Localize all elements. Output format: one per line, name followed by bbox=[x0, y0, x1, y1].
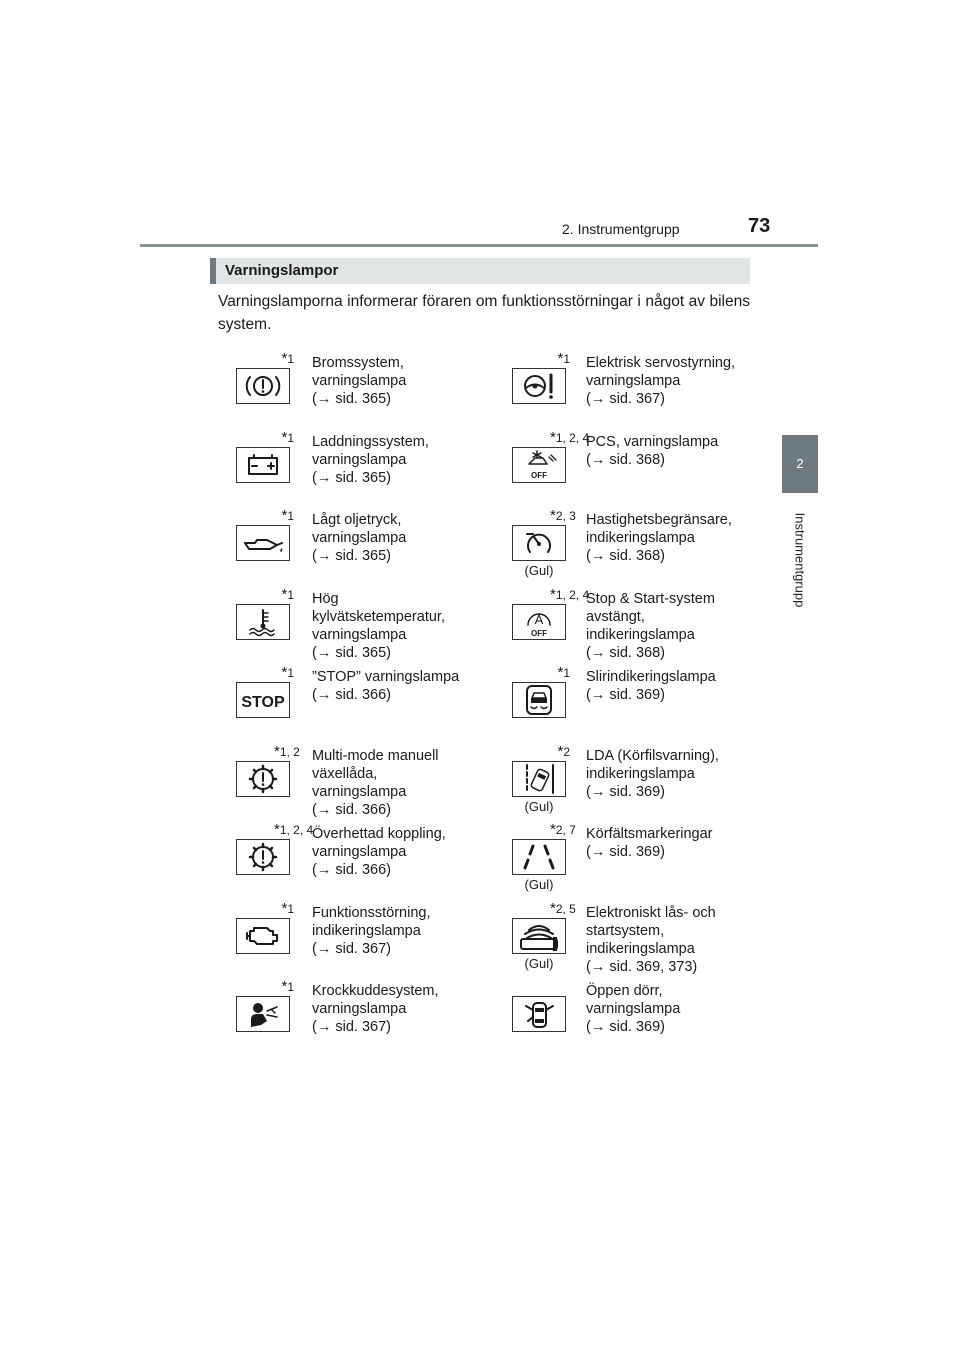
stop-start-off-icon bbox=[512, 604, 566, 640]
page-reference-link[interactable]: (→ sid. 366) bbox=[312, 687, 391, 703]
lamp-description bbox=[312, 982, 492, 1036]
lamp-description bbox=[312, 433, 492, 487]
lamp-description-line: indikeringslampa bbox=[586, 626, 695, 643]
svg-text:A: A bbox=[534, 611, 544, 627]
lamp-row bbox=[218, 898, 494, 977]
lamp-description-line: varningslampa bbox=[586, 1001, 681, 1017]
smart-key-icon bbox=[512, 918, 566, 954]
lamp-description-line: LDA (Körfilsvarning), bbox=[586, 747, 719, 764]
lamp-description-line: Stop & Start-system bbox=[586, 590, 715, 607]
clutch-overheat-icon bbox=[236, 839, 290, 875]
lamp-row bbox=[218, 348, 494, 427]
lamp-description-line: Öppen dörr, bbox=[586, 983, 663, 999]
page-reference-link[interactable]: (→ sid. 369) bbox=[586, 1019, 665, 1035]
lamp-color-note: (Gul) bbox=[524, 955, 554, 971]
lamp-description bbox=[312, 511, 492, 565]
page-number: 73 bbox=[748, 215, 771, 237]
lamp-description-line: PCS, varningslampa bbox=[586, 433, 719, 450]
lamp-row bbox=[494, 584, 750, 663]
lamp-description-line: Överhettad koppling, bbox=[312, 826, 446, 842]
lamp-row bbox=[494, 427, 750, 506]
lamp-description bbox=[586, 511, 756, 565]
page-reference-link[interactable]: (→ sid. 368) bbox=[586, 451, 665, 468]
lamp-description-line: varningslampa bbox=[312, 626, 407, 643]
footnote-marker: *1 bbox=[281, 507, 294, 524]
lamp-row bbox=[494, 741, 750, 820]
chapter-side-label-text: Instrumentgrupp bbox=[792, 512, 808, 608]
page-reference-link[interactable]: (→ sid. 369) bbox=[586, 783, 665, 800]
open-door-icon bbox=[512, 996, 566, 1032]
page-reference-link[interactable]: (→ sid. 368) bbox=[586, 548, 665, 564]
lamp-description-line: Elektrisk servostyrning, bbox=[586, 355, 736, 371]
lamp-description-line: Slirindikeringslampa bbox=[586, 669, 716, 685]
footnote-marker: *2, 7 bbox=[550, 821, 576, 838]
lamp-description-line: Krockkuddesystem, bbox=[312, 983, 439, 999]
page-reference-link[interactable]: (→ sid. 367) bbox=[586, 391, 665, 407]
lamp-description-line: varningslampa bbox=[312, 844, 407, 860]
lamp-description-line: varningslampa bbox=[312, 451, 407, 468]
battery-icon bbox=[236, 447, 290, 483]
lamp-row bbox=[494, 819, 750, 898]
lamp-description bbox=[586, 747, 756, 801]
lamp-description-line: varningslampa bbox=[586, 373, 681, 389]
lamp-description-line: Elektroniskt lås- och bbox=[586, 904, 716, 921]
lamp-description-line: växellåda, bbox=[312, 765, 378, 782]
airbag-icon bbox=[236, 996, 290, 1032]
lamp-description-line: indikeringslampa bbox=[312, 922, 421, 939]
page-reference-link[interactable]: (→ sid. 365) bbox=[312, 391, 391, 407]
footnote-marker: *1, 2, 4 bbox=[550, 585, 590, 603]
lamp-row bbox=[494, 505, 750, 584]
page-reference-link[interactable]: (→ sid. 369, 373) bbox=[586, 958, 698, 975]
page-reference-link[interactable]: (→ sid. 368) bbox=[586, 644, 665, 661]
gear-warning-icon bbox=[236, 761, 290, 797]
lamp-description-line: ”STOP” varningslampa bbox=[312, 669, 460, 685]
lamp-description-line: startsystem, bbox=[586, 922, 665, 939]
slip-indicator-icon bbox=[512, 682, 566, 718]
page-reference-link[interactable]: (→ sid. 369) bbox=[586, 687, 665, 703]
lamp-description-line: avstängt, bbox=[586, 608, 645, 625]
lamp-description bbox=[586, 668, 756, 704]
svg-text:OFF: OFF bbox=[531, 470, 547, 480]
page-reference-link[interactable]: (→ sid. 367) bbox=[312, 940, 391, 957]
lamp-description-line: varningslampa bbox=[312, 530, 407, 546]
section-title: Varningslampor bbox=[225, 262, 339, 279]
lamp-description bbox=[586, 982, 756, 1036]
lamp-description-line: Lågt oljetryck, bbox=[312, 512, 402, 528]
chapter-title: 2. Instrumentgrupp bbox=[562, 221, 680, 237]
footnote-marker: *1 bbox=[557, 664, 570, 681]
lamp-description-line: Körfältsmarkeringar bbox=[586, 826, 713, 842]
page-reference-link[interactable]: (→ sid. 365) bbox=[312, 548, 391, 564]
lamp-description-line: Hög bbox=[312, 590, 339, 607]
lamp-row bbox=[218, 976, 494, 1055]
lamp-row bbox=[218, 741, 494, 820]
lamp-description bbox=[586, 590, 756, 662]
lamp-row bbox=[494, 348, 750, 427]
oil-pressure-icon bbox=[236, 525, 290, 561]
lamp-row bbox=[218, 584, 494, 663]
footnote-marker: *2, 3 bbox=[550, 507, 576, 524]
lamp-description-line: Laddningssystem, bbox=[312, 433, 429, 450]
lamp-description-line: indikeringslampa bbox=[586, 940, 695, 957]
brake-warning-icon bbox=[236, 368, 290, 404]
pcs-off-icon bbox=[512, 447, 566, 483]
lane-departure-icon bbox=[512, 761, 566, 797]
page-reference-link[interactable]: (→ sid. 365) bbox=[312, 469, 391, 486]
power-steering-icon bbox=[512, 368, 566, 404]
lamp-row bbox=[494, 898, 750, 977]
footnote-marker: *1 bbox=[281, 664, 294, 681]
lamp-description-line: indikeringslampa bbox=[586, 530, 695, 546]
coolant-temp-icon bbox=[236, 604, 290, 640]
check-engine-icon bbox=[236, 918, 290, 954]
lamp-description bbox=[312, 354, 492, 408]
lamp-color-note: (Gul) bbox=[524, 877, 554, 892]
warning-lamp-table bbox=[218, 348, 750, 1055]
footnote-marker: *1 bbox=[281, 899, 294, 917]
footnote-marker: *1, 2 bbox=[274, 742, 300, 760]
lamp-description-line: indikeringslampa bbox=[586, 765, 695, 782]
lamp-description-line: varningslampa bbox=[312, 373, 407, 389]
section-accent bbox=[210, 258, 216, 284]
page-reference-link[interactable]: (→ sid. 366) bbox=[312, 801, 391, 818]
lamp-description-line: varningslampa bbox=[312, 1001, 407, 1017]
lamp-description bbox=[312, 825, 492, 879]
footnote-marker: *1 bbox=[281, 585, 294, 603]
lamp-description bbox=[312, 590, 492, 662]
lamp-description-line: kylvätsketemperatur, bbox=[312, 608, 445, 625]
footnote-marker: *1 bbox=[557, 350, 570, 367]
lamp-description bbox=[312, 668, 492, 704]
lamp-color-note: (Gul) bbox=[524, 798, 554, 814]
footnote-marker: *1, 2, 4 bbox=[274, 821, 314, 838]
lamp-row bbox=[494, 976, 750, 1055]
speed-limiter-icon bbox=[512, 525, 566, 561]
lamp-description-line: Bromssystem, bbox=[312, 355, 404, 371]
lane-markings-icon bbox=[512, 839, 566, 875]
lamp-description-line: Multi-mode manuell bbox=[312, 747, 439, 764]
lamp-row bbox=[218, 505, 494, 584]
lamp-description-line: Hastighetsbegränsare, bbox=[586, 512, 732, 528]
page-reference-link[interactable]: (→ sid. 366) bbox=[312, 862, 391, 878]
footnote-marker: *2 bbox=[557, 742, 570, 760]
lamp-color-note: (Gul) bbox=[524, 563, 554, 578]
lamp-description-line: Funktionsstörning, bbox=[312, 904, 431, 921]
lamp-row bbox=[218, 662, 494, 741]
page-reference-link[interactable]: (→ sid. 365) bbox=[312, 644, 391, 661]
page-reference-link[interactable]: (→ sid. 367) bbox=[312, 1019, 391, 1035]
lamp-row bbox=[218, 427, 494, 506]
svg-text:OFF: OFF bbox=[531, 628, 547, 638]
footnote-marker: *1, 2, 4 bbox=[550, 428, 590, 446]
chapter-tab[interactable]: 2 bbox=[782, 435, 818, 493]
footnote-marker: *2, 5 bbox=[550, 899, 576, 917]
footnote-marker: *1 bbox=[281, 428, 294, 446]
stop-icon bbox=[236, 682, 290, 718]
lamp-description bbox=[586, 904, 756, 976]
lamp-row bbox=[218, 819, 494, 898]
svg-text:STOP: STOP bbox=[241, 694, 285, 711]
page-reference-link[interactable]: (→ sid. 369) bbox=[586, 844, 665, 860]
lamp-description bbox=[312, 904, 492, 958]
section-heading-bar bbox=[210, 258, 750, 284]
footnote-marker: *1 bbox=[281, 350, 294, 367]
lamp-description bbox=[586, 354, 756, 408]
chapter-side-label bbox=[781, 505, 819, 615]
lamp-description bbox=[586, 433, 756, 469]
lamp-description-line: varningslampa bbox=[312, 783, 407, 800]
header-divider bbox=[140, 244, 818, 247]
intro-paragraph: Varningslamporna informerar föraren om funktionsstörningar i något av bilens system. bbox=[218, 293, 750, 333]
lamp-row bbox=[494, 662, 750, 741]
lamp-description bbox=[312, 747, 492, 819]
lamp-description bbox=[586, 825, 756, 861]
footnote-marker: *1 bbox=[281, 978, 294, 995]
